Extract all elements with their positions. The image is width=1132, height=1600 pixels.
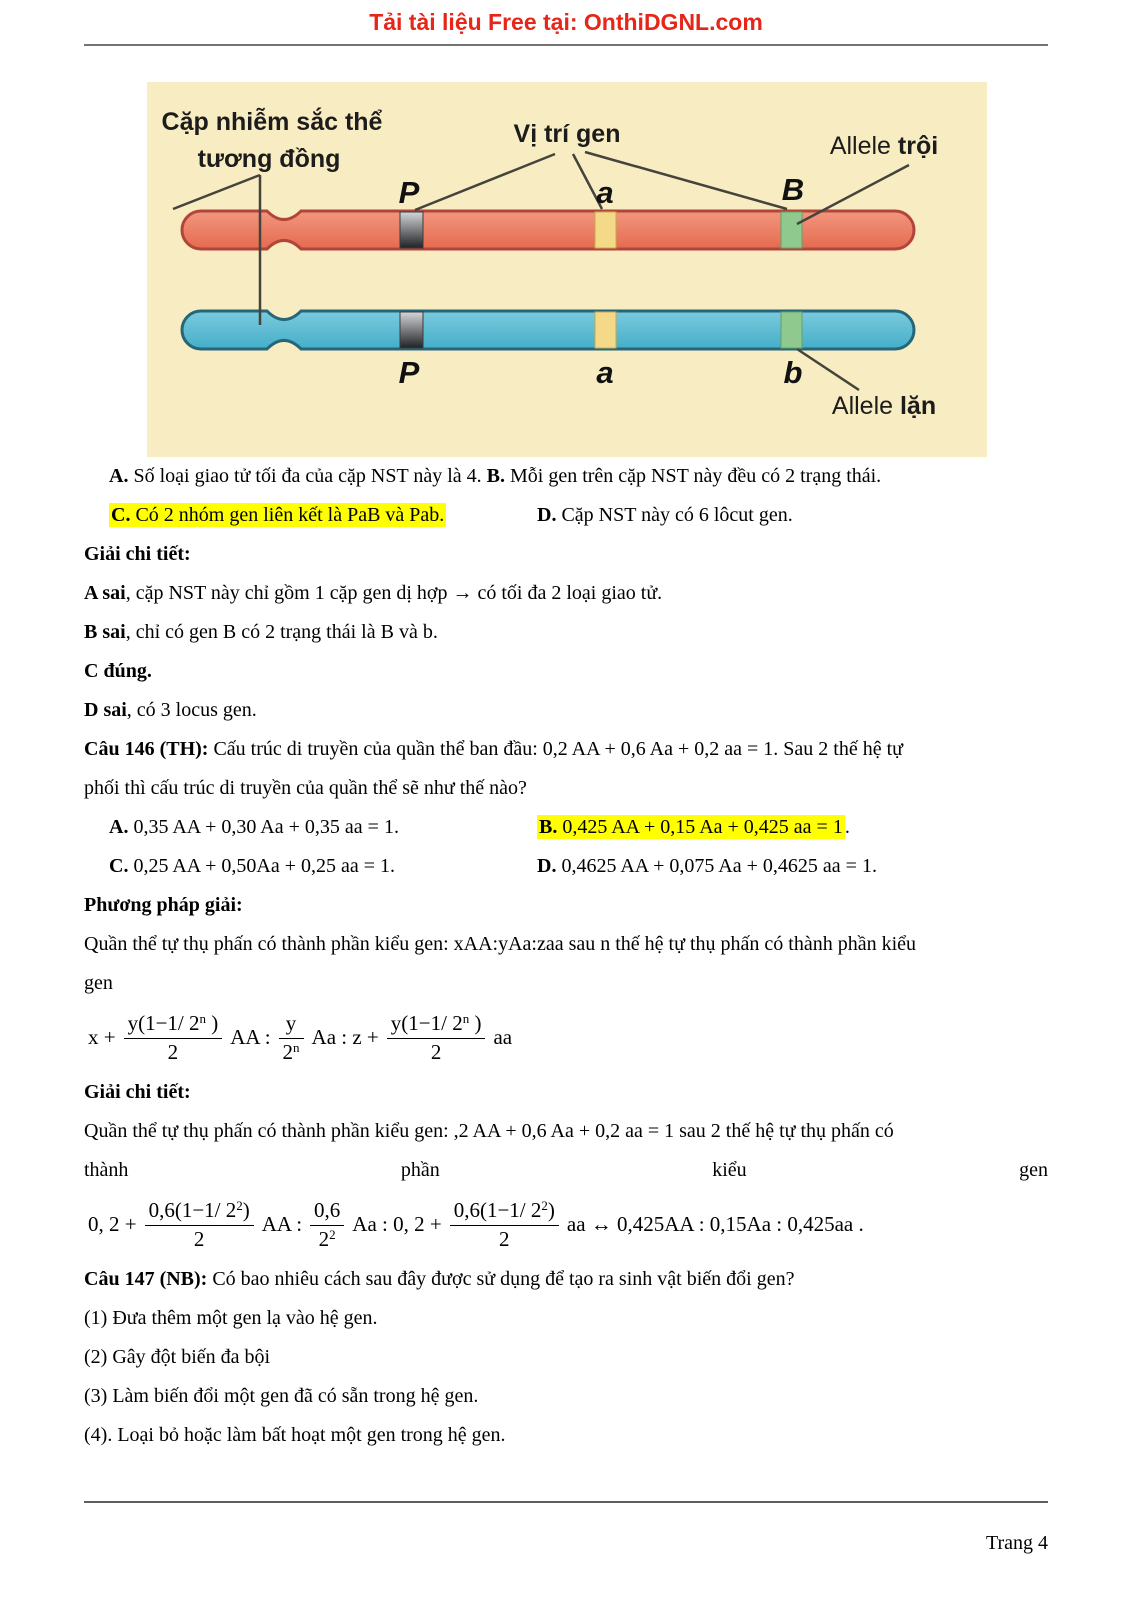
q147-label: Câu 147 (NB): <box>84 1268 208 1290</box>
q146-option-b-letter: B. <box>539 816 558 838</box>
q145-option-d-letter: D. <box>537 504 557 526</box>
gene-a-top-label: a <box>596 175 614 210</box>
q145-option-c-text: Có 2 nhóm gen liên kết là PaB và Pab. <box>130 504 445 526</box>
q145-option-c-highlight <box>109 503 446 527</box>
q145-detail-line-a: A sai, cặp NST này chỉ gồm 1 cặp gen dị hợp → có tối đa 2 loại giao tử. <box>84 582 663 604</box>
homologous-pair-label-line2: tương đồng <box>197 145 341 173</box>
band-P-bottom <box>400 312 423 348</box>
q146-question-line2: phối thì cấu trúc di truyền của quần thể sẽ như thế nào? <box>84 777 527 799</box>
gene-P-bottom-label: P <box>398 355 420 390</box>
page-number: Trang 4 <box>985 1532 1048 1554</box>
q146-option-c-text: 0,25 AA + 0,50Aa + 0,25 aa = 1. <box>128 855 396 877</box>
q145-detail-heading: Giải chi tiết: <box>84 543 191 565</box>
q146-method-text: Quần thể tự thụ phấn có thành phần kiểu gen: xAA:yAa:zaa sau n thế hệ tự thụ phấn có thành phần kiểu gen <box>84 933 917 994</box>
q145-option-c <box>109 496 537 535</box>
q145-option-b-text: Mỗi gen trên cặp NST này đều có 2 trạng thái. <box>504 465 882 487</box>
q146-label: Câu 146 (TH): <box>84 738 209 760</box>
q146-detail-heading: Giải chi tiết: <box>84 1081 191 1103</box>
q146-option-b-text: 0,425 AA + 0,15 Aa + 0,425 aa = 1 <box>557 816 843 838</box>
q146-option-d-letter: D. <box>537 855 557 877</box>
fraction: $\frac{0,6}{2^2}$ <box>310 1199 344 1250</box>
band-a-top <box>595 212 616 248</box>
q145-options-row1 <box>84 457 1048 496</box>
q146-formula-applied: 0, 2 + $\frac{0,6(1-1/ 2^2)}{2}$ AA : $\frac{0,6}{2^2}$ Aa : 0, 2 + $\frac{0,6(1-1/ 2^2)}{2}$ aa ↔ 0,425AA : 0,15Aa : 0,425aa . <box>88 1198 864 1251</box>
band-b-bottom <box>781 312 802 348</box>
q146-option-a-letter: A. <box>109 816 129 838</box>
q145-detail-line-b: B sai, chỉ có gen B có 2 trạng thái là B và b. <box>84 621 438 643</box>
q146-option-a-text: 0,35 AA + 0,30 Aa + 0,35 aa = 1. <box>128 816 399 838</box>
band-a-bottom <box>595 312 616 348</box>
q145-option-b-letter: B. <box>486 465 505 487</box>
q147-question <box>84 1260 1048 1299</box>
q145-option-a-text: Số loại giao tử tối đa của cặp NST này là 4. <box>128 465 487 487</box>
q147-item-2: (2) Gây đột biến đa bội <box>84 1346 271 1368</box>
fraction: $\frac{0,6(1-1/ 2^2)}{2}$ <box>450 1199 559 1250</box>
header-divider <box>84 44 1048 46</box>
gene-P-top-label: P <box>398 175 420 210</box>
page-title: Tải tài liệu Free tại: OnthiDGNL.com <box>369 9 763 35</box>
q146-question <box>84 730 1048 808</box>
q146-option-c <box>109 847 537 886</box>
q146-options-row1 <box>84 808 1048 847</box>
allele-dominant-label: Allele trội <box>829 132 939 160</box>
footer-divider <box>84 1501 1048 1503</box>
chromosome-bottom <box>182 311 914 349</box>
gene-position-label: Vị trí gen <box>513 120 621 148</box>
q146-option-c-letter: C. <box>109 855 129 877</box>
gene-B-top-label: B <box>781 172 805 207</box>
q147-question-text: Có bao nhiêu cách sau đây được sử dụng để tạo ra sinh vật biến đổi gen? <box>207 1268 795 1290</box>
q146-option-b-period: . <box>844 816 850 838</box>
q146-options-row2 <box>84 847 1048 886</box>
q145-option-d-text: Cặp NST này có 6 lôcut gen. <box>556 504 793 526</box>
q146-detail-justified-line: thành phần kiểu gen <box>84 1159 1048 1181</box>
fraction: $\frac{0,6(1-1/ 2^2)}{2}$ <box>145 1199 254 1250</box>
fraction: $\frac{y(1-1/ 2^n )}{2}$ <box>124 1012 223 1063</box>
chromosome-top <box>182 211 914 249</box>
q146-method-heading: Phương pháp giải: <box>84 894 243 916</box>
q146-formula-general: x + $\frac{y(1-1/ 2^n )}{2}$ AA : $\frac{y}{2^n}$ Aa : z + $\frac{y(1-1/ 2^n )}{2}$ aa <box>88 1011 513 1064</box>
q145-options-row2 <box>84 496 1048 535</box>
homologous-pair-label-line1: Cặp nhiễm sắc thể <box>161 108 383 136</box>
chromosome-diagram <box>147 82 987 457</box>
allele-recessive-label: Allele lặn <box>831 392 937 420</box>
chromosome-diagram-svg <box>147 82 987 457</box>
q145-option-c-letter: C. <box>111 504 131 526</box>
q146-option-a <box>109 808 537 847</box>
gene-b-bottom-label: b <box>783 355 803 390</box>
q146-question-line1: Cấu trúc di truyền của quần thể ban đầu: 0,2 AA + 0,6 Aa + 0,2 aa = 1. Sau 2 thế hệ tự <box>208 738 903 760</box>
fraction: $\frac{y}{2^n}$ <box>279 1012 304 1063</box>
q147-item-4: (4). Loại bỏ hoặc làm bất hoạt một gen trong hệ gen. <box>84 1424 506 1446</box>
q147-item-3: (3) Làm biến đổi một gen đã có sẵn trong hệ gen. <box>84 1385 479 1407</box>
q145-option-a-letter: A. <box>109 465 129 487</box>
q146-option-b-highlight <box>537 815 845 839</box>
fraction: $\frac{y(1-1/ 2^n )}{2}$ <box>387 1012 486 1063</box>
band-P-top <box>400 212 423 248</box>
q146-detail-line1: Quần thể tự thụ phấn có thành phần kiểu gen: ,2 AA + 0,6 Aa + 0,2 aa = 1 sau 2 thế hệ tự thụ phấn có <box>84 1120 894 1142</box>
q145-detail-line-c: C đúng. <box>84 660 152 682</box>
band-B-top <box>781 212 802 248</box>
q146-option-d-text: 0,4625 AA + 0,075 Aa + 0,4625 aa = 1. <box>556 855 877 877</box>
gene-a-bottom-label: a <box>596 355 614 390</box>
q147-item-1: (1) Đưa thêm một gen lạ vào hệ gen. <box>84 1307 378 1329</box>
q145-detail-line-d: D sai, có 3 locus gen. <box>84 699 257 721</box>
